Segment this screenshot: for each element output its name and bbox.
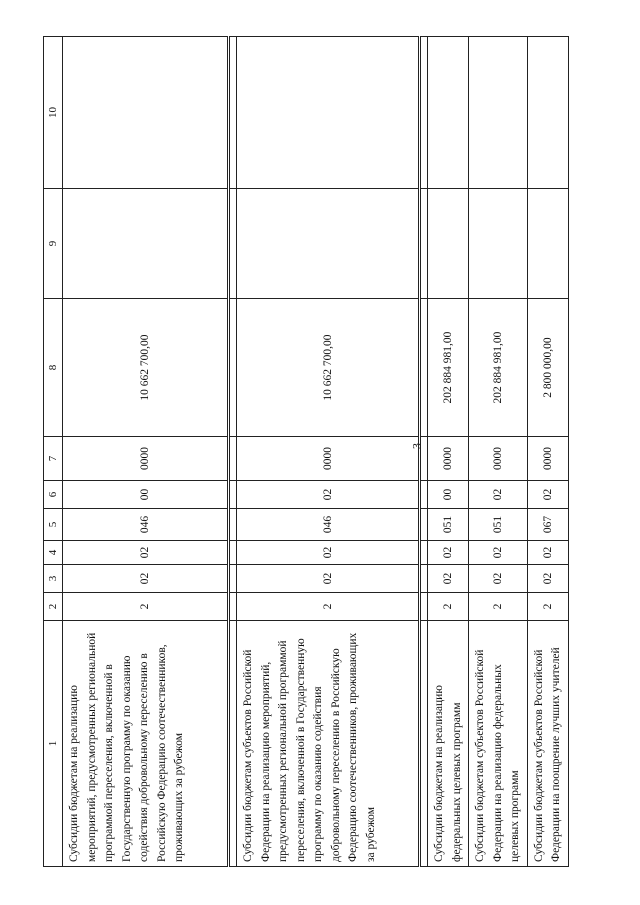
- table-row: [63, 37, 229, 867]
- cell-c10: [469, 37, 528, 189]
- cell-c6: 02: [237, 481, 420, 509]
- cell-c6: 00: [428, 481, 469, 509]
- cell-c5: 046: [237, 509, 420, 541]
- cell-c5: 051: [469, 509, 528, 541]
- cell-c6: 00: [63, 481, 229, 509]
- header-cell: 4: [44, 541, 63, 565]
- cell-amount: 10 662 700,00: [63, 299, 229, 437]
- cell-c3: 02: [63, 565, 229, 593]
- cell-c3: 02: [469, 565, 528, 593]
- header-row: [44, 37, 63, 867]
- cell-c7: 0000: [527, 437, 568, 481]
- cell-c10: [237, 37, 420, 189]
- rotated-table-wrapper: [43, 37, 562, 867]
- cell-c2: 2: [63, 593, 229, 621]
- row-name: Субсидии бюджетам на реализацию мероприятий, предусмотренных региональной программой переселения, включенной в Государственную программу по оказанию содействия добровольному переселению в Российскую Федерацию соотечественников, проживающих за рубежом: [63, 621, 229, 867]
- cell-c10: [63, 37, 229, 189]
- cell-c9: [237, 189, 420, 299]
- header-cell: 8: [44, 299, 63, 437]
- cell-c2: 2: [527, 593, 568, 621]
- cell-c10: [527, 37, 568, 189]
- row-name: Субсидии бюджетам на реализацию федеральных целевых программ: [428, 621, 469, 867]
- cell-c7: 0000: [428, 437, 469, 481]
- row-separator: [420, 37, 428, 867]
- cell-c3: 02: [428, 565, 469, 593]
- cell-c9: [527, 189, 568, 299]
- cell-c6: 02: [469, 481, 528, 509]
- cell-c9: [469, 189, 528, 299]
- row-name: Субсидии бюджетам субъектов Российской Федерации на реализацию мероприятий, предусмотренных региональной программой переселения, включенной в Государственную программу по оказанию содействия добровольному переселению в Российскую Федерацию соотечественников, проживающих за рубежом: [237, 621, 420, 867]
- cell-c4: 02: [428, 541, 469, 565]
- cell-amount: 202 884 981,00: [469, 299, 528, 437]
- cell-c7: 0000: [63, 437, 229, 481]
- table-row: [237, 37, 420, 867]
- row-name: Субсидии бюджетам субъектов Российской Федерации на реализацию федеральных целевых программ: [469, 621, 528, 867]
- header-cell: 5: [44, 509, 63, 541]
- header-cell: 7: [44, 437, 63, 481]
- cell-c7: 0000: [469, 437, 528, 481]
- cell-c4: 02: [527, 541, 568, 565]
- cell-c5: 051: [428, 509, 469, 541]
- row-name: Субсидии бюджетам субъектов Российской Федерации на поощрение лучших учителей: [527, 621, 568, 867]
- cell-c4: 02: [469, 541, 528, 565]
- cell-c2: 2: [237, 593, 420, 621]
- cell-c6: 02: [527, 481, 568, 509]
- table-row: [428, 37, 469, 867]
- cell-c9: [63, 189, 229, 299]
- page-number: 3: [409, 443, 424, 449]
- header-cell: 3: [44, 565, 63, 593]
- cell-amount: 10 662 700,00: [237, 299, 420, 437]
- header-cell: 6: [44, 481, 63, 509]
- cell-amount: 2 800 000,00: [527, 299, 568, 437]
- cell-c3: 02: [527, 565, 568, 593]
- header-cell: 2: [44, 593, 63, 621]
- header-cell: 10: [44, 37, 63, 189]
- table-row: [527, 37, 568, 867]
- cell-c2: 2: [428, 593, 469, 621]
- cell-c9: [428, 189, 469, 299]
- row-separator: [229, 37, 237, 867]
- cell-c3: 02: [237, 565, 420, 593]
- cell-c7: 0000: [237, 437, 420, 481]
- cell-c5: 046: [63, 509, 229, 541]
- table-row: [469, 37, 528, 867]
- cell-c2: 2: [469, 593, 528, 621]
- header-cell: 1: [44, 621, 63, 867]
- cell-amount: 202 884 981,00: [428, 299, 469, 437]
- cell-c4: 02: [237, 541, 420, 565]
- cell-c10: [428, 37, 469, 189]
- header-cell: 9: [44, 189, 63, 299]
- cell-c4: 02: [63, 541, 229, 565]
- budget-table: [43, 36, 569, 867]
- cell-c5: 067: [527, 509, 568, 541]
